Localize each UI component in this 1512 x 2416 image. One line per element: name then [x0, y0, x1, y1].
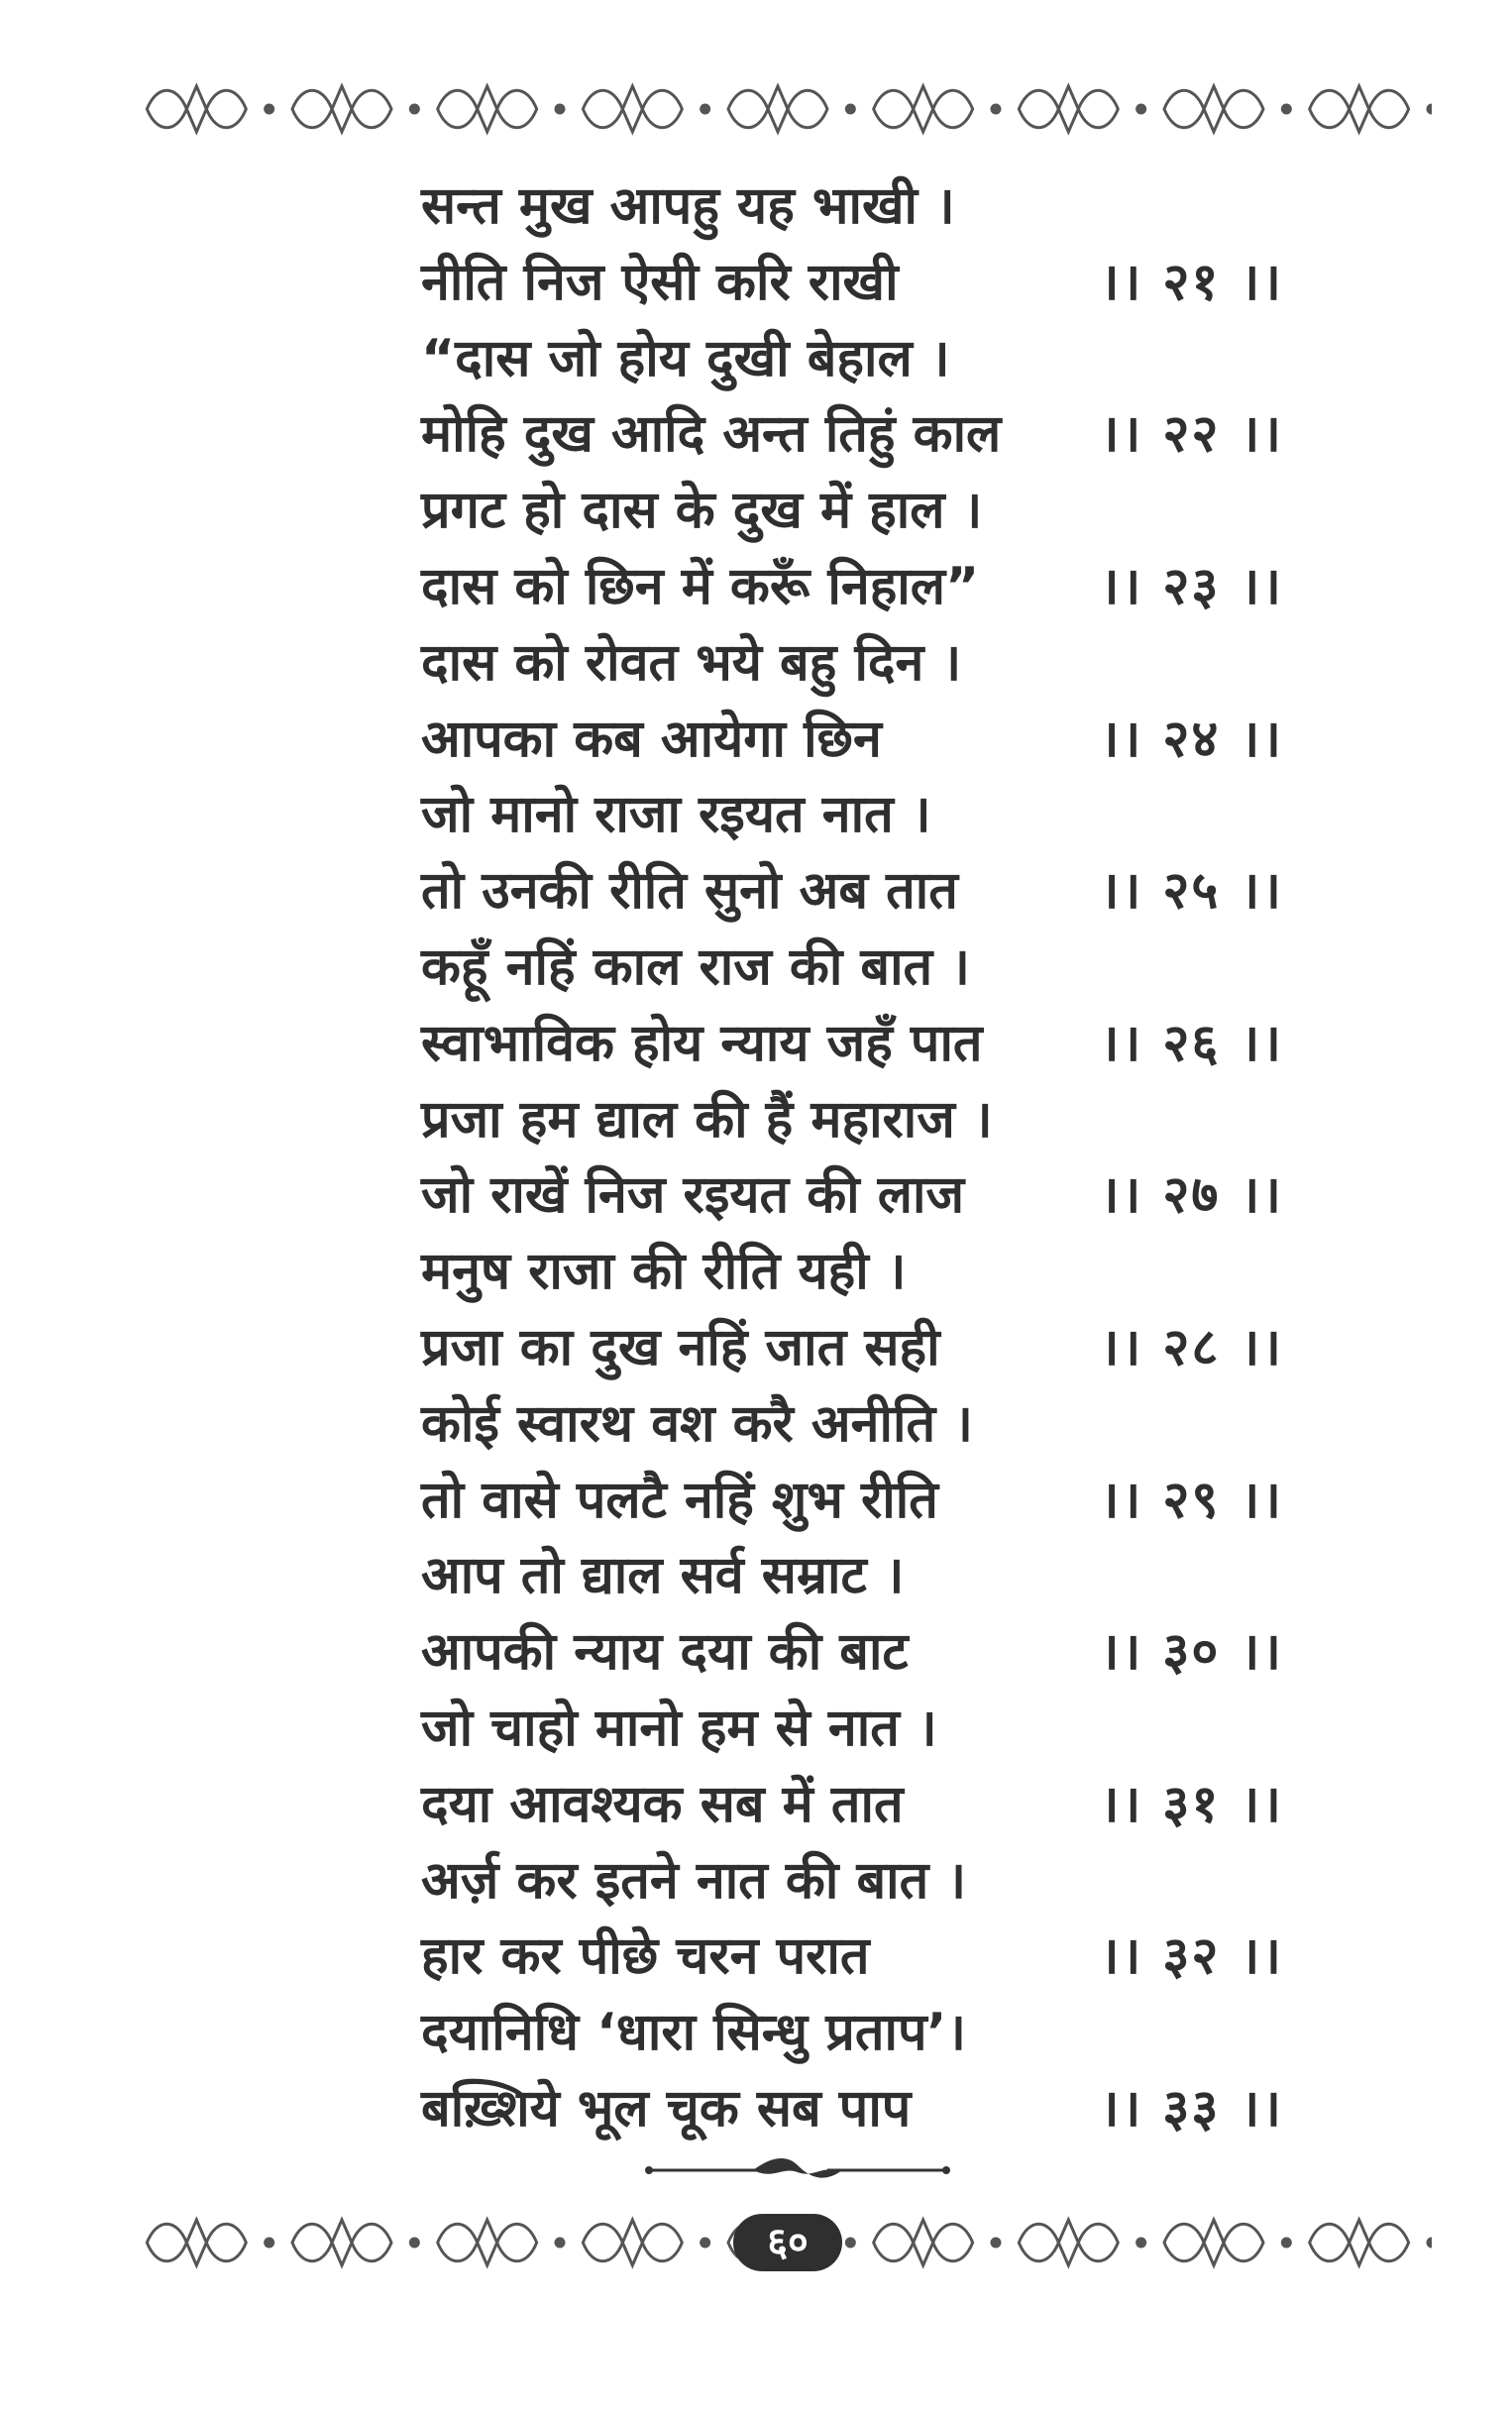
verse-text: प्रजा का दुख नहिं जात सही — [421, 1317, 940, 1377]
verse-line — [421, 777, 1283, 853]
verse-text: प्रजा हम द्याल की हैं महाराज । — [421, 1089, 993, 1150]
verse-text: तो उनकी रीति सुनो अब तात — [421, 861, 958, 922]
top-ornamental-border — [124, 74, 1432, 144]
verse-number: ।। २६ ।। — [1099, 1013, 1283, 1073]
verse-text: हार कर पीछे चरन परात — [421, 1926, 870, 1987]
verse-number: ।। २२ ।। — [1099, 404, 1283, 465]
verse-line — [421, 168, 1283, 245]
verse-text: मोहि दुख आदि अन्त तिहुं काल — [421, 404, 1002, 465]
verse-line — [421, 473, 1283, 549]
verse-number: ।। २५ ।। — [1099, 861, 1283, 922]
verse-line — [421, 1995, 1283, 2071]
verse-text: “दास जो होय दुखी बेहाल । — [421, 328, 950, 388]
verse-text: तो वासे पलटै नहिं शुभ रीति — [421, 1470, 938, 1530]
verse-line — [421, 1843, 1283, 1920]
verse-number: ।। २१ ।। — [1099, 252, 1283, 312]
verse-number: ।। २९ ।। — [1099, 1470, 1283, 1530]
verse-text: सन्त मुख आपहु यह भाखी । — [421, 176, 955, 236]
verse-text: कोई स्वारथ वश करै अनीति । — [421, 1393, 973, 1454]
verse-line — [421, 2071, 1283, 2147]
verse-text: दास को छिन में करूँ निहाल” — [421, 556, 980, 616]
verse-number: ।। २३ ।। — [1099, 556, 1283, 616]
verse-block — [421, 168, 1283, 2147]
verse-line — [421, 1157, 1283, 1234]
verse-line — [421, 1767, 1283, 1843]
verse-line — [421, 1082, 1283, 1158]
verse-text: जो राखें निज रइयत की लाज — [421, 1165, 965, 1226]
verse-text: जो मानो राजा रइयत नात । — [421, 785, 931, 845]
verse-line — [421, 1614, 1283, 1691]
verse-text: आप तो द्याल सर्व सम्राट । — [421, 1546, 905, 1606]
verse-text: नीति निज ऐसी करि राखी — [421, 252, 899, 312]
verse-line — [421, 1310, 1283, 1386]
verse-text: आपका कब आयेगा छिन — [421, 709, 882, 769]
verse-text: जो चाहो मानो हम से नात । — [421, 1698, 937, 1758]
verse-line — [421, 1919, 1283, 1995]
verse-line — [421, 321, 1283, 397]
ornament-border-icon — [124, 74, 1432, 144]
verse-line — [421, 625, 1283, 702]
verse-text: अर्ज़ कर इतने नात की बात । — [421, 1850, 967, 1911]
verse-text: दयानिधि ‘धारा सिन्धु प्रताप’। — [421, 2003, 966, 2063]
verse-line — [421, 930, 1283, 1006]
verse-text: प्रगट हो दास के दुख में हाल । — [421, 481, 983, 541]
verse-line — [421, 853, 1283, 930]
verse-line — [421, 1234, 1283, 1310]
verse-text: आपकी न्याय दया की बाट — [421, 1622, 909, 1683]
verse-number: ।। ३२ ।। — [1099, 1926, 1283, 1987]
verse-line — [421, 1386, 1283, 1463]
verse-number: ।। २८ ।। — [1099, 1317, 1283, 1377]
verse-number: ।। २४ ।। — [1099, 709, 1283, 769]
verse-text: कहूँ नहिं काल राज की बात । — [421, 936, 971, 997]
verse-line — [421, 245, 1283, 321]
verse-text: दास को रोवत भये बहु दिन । — [421, 632, 962, 693]
page-number: ६० — [733, 2214, 842, 2271]
verse-text: स्वाभाविक होय न्याय जहँ पात — [421, 1013, 983, 1073]
verse-line — [421, 1006, 1283, 1082]
verse-line — [421, 1463, 1283, 1539]
verse-line — [421, 549, 1283, 625]
verse-text: मनुष राजा की रीति यही । — [421, 1242, 907, 1302]
verse-line — [421, 702, 1283, 778]
verse-line — [421, 1691, 1283, 1767]
verse-text: बख़्शिये भूल चूक सब पाप — [421, 2078, 912, 2139]
verse-line — [421, 396, 1283, 473]
verse-number: ।। ३१ ।। — [1099, 1774, 1283, 1834]
verse-number: ।। ३० ।। — [1099, 1622, 1283, 1683]
verse-text: दया आवश्यक सब में तात — [421, 1774, 904, 1834]
verse-line — [421, 1538, 1283, 1614]
verse-number: ।। २७ ।। — [1099, 1165, 1283, 1226]
verse-number: ।। ३३ ।। — [1099, 2078, 1283, 2139]
end-flourish-icon — [639, 2150, 956, 2190]
